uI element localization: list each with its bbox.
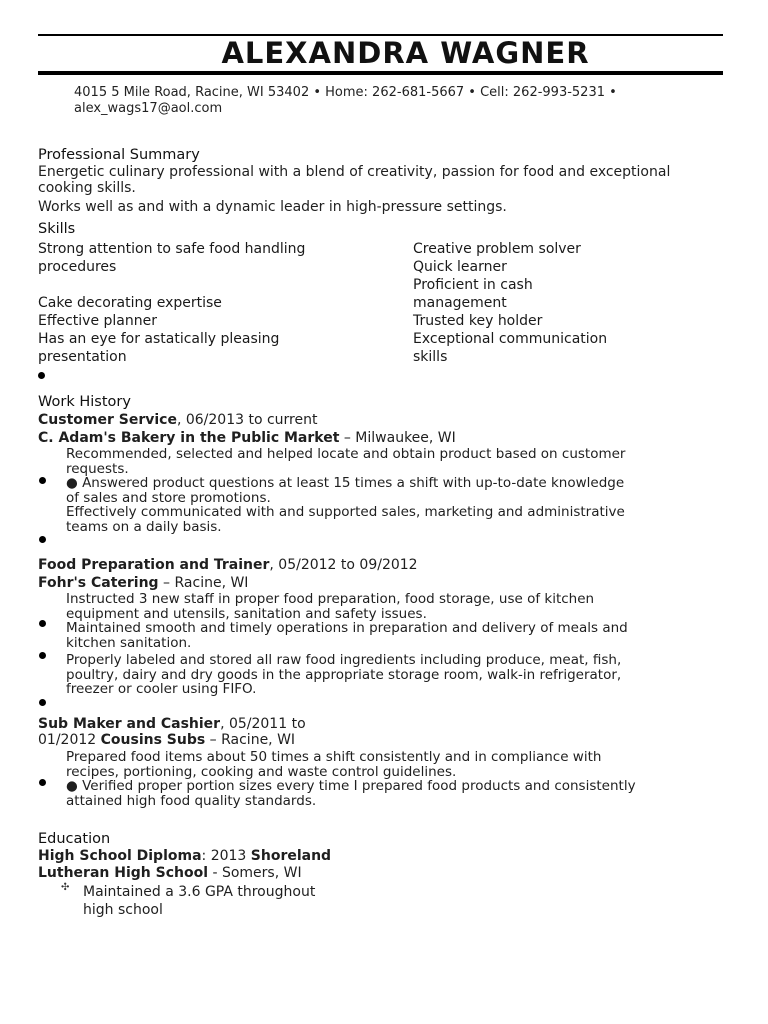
skill-item: Effective planner [38,313,157,329]
job-dates: , 05/2012 to 09/2012 [269,557,418,573]
skill-item: Strong attention to safe food handling procedures [38,241,306,275]
skills-left-column [38,240,378,366]
work-history-heading: Work History [38,394,131,410]
skill-item: Proficient in cash management [413,277,533,311]
education-school-line [38,865,738,882]
bullet-dot-icon [39,620,46,627]
skill-item: Quick learner [413,259,507,275]
bullet-dot-icon [39,477,46,484]
skills-heading: Skills [38,221,76,237]
company-location: – Milwaukee, WI [339,430,456,446]
bullet-cross-icon: ✣ [61,882,70,893]
company-name: C. Adam's Bakery in the Public Market [38,430,340,446]
job-1-title-line [38,411,738,429]
bullet-dot-icon [39,779,46,786]
skill-item: Creative problem solver [413,241,581,257]
job-1-bullet-1: Recommended, selected and helped locate and obtain product based on customer requests. [66,446,626,477]
skill-item: Exceptional communication skills [413,331,608,365]
job-3-bullet-2: ● Verified proper portion sizes every time I prepared food products and consistently attained high food quality standards. [66,778,636,809]
summary-line-3: Works well as and with a dynamic leader in high-pressure settings. [38,199,507,215]
school-location: - Somers, WI [208,865,302,881]
skill-item: Trusted key holder [413,313,543,329]
skill-item: Cake decorating expertise [38,295,222,311]
company-name: Cousins Subs [100,732,206,748]
summary-body [38,164,738,216]
education-bullet: Maintained a 3.6 GPA throughout high school [83,884,316,918]
job-2-bullet-1: Instructed 3 new staff in proper food preparation, food storage, use of kitchen equipment and utensils, sanitation and safety issues. [66,591,595,622]
skill-item: Has an eye for astatically pleasing presentation [38,331,280,365]
job-title: Food Preparation and Trainer [38,557,270,573]
job-2-bullet-3: Properly labeled and stored all raw food ingredients including produce, meat, fish, poultry, dairy and dry goods in the appropriate storage room, walk-in refrigerator, freezer or cooler using FIFO. [66,652,622,697]
education-degree-line [38,848,738,865]
degree: High School Diploma [38,848,202,864]
bullet-dot-icon [39,699,46,706]
job-dates: , 06/2013 to current [176,412,318,428]
degree-year: : 2013 [201,848,251,864]
header-bottom-rule [38,71,723,75]
bullet-dot-icon [38,372,45,379]
skills-right-column [413,240,713,366]
company-location: – Racine, WI [205,732,296,748]
school-name-part-1: Shoreland [250,848,332,864]
education-heading: Education [38,831,111,847]
candidate-name: ALEXANDRA WAGNER [221,36,590,70]
job-1-bullet-3: Effectively communicated with and supported sales, marketing and administrative teams on a daily basis. [66,504,625,535]
job-3-title-line [38,716,738,732]
job-3-company-line [38,732,738,748]
summary-line-1: Energetic culinary professional with a blend of creativity, passion for food and exceptional [38,164,671,180]
company-location: – Racine, WI [158,575,249,591]
job-title: Sub Maker and Cashier [38,716,221,732]
bullet-dot-icon [39,536,46,543]
contact-info [74,85,694,117]
summary-line-2: cooking skills. [38,180,136,196]
job-title: Customer Service [38,412,177,428]
job-dates: , 05/2011 to [220,716,306,732]
bullet-dot-icon [39,652,46,659]
job-2-bullet-2: Maintained smooth and timely operations in preparation and delivery of meals and kitchen sanitation. [66,620,628,651]
contact-email: alex_wags17@aol.com [74,101,223,116]
job-dates-end: 01/2012 [38,732,101,748]
job-2-company-line [38,574,738,592]
job-1-bullet-2: ● Answered product questions at least 15 times a shift with up-to-date knowledge of sales and store promotions. [66,475,625,506]
job-2-title-line [38,556,738,574]
school-name-part-2: Lutheran High School [38,865,208,881]
contact-line-1: 4015 5 Mile Road, Racine, WI 53402 • Home: 262-681-5667 • Cell: 262-993-5231 • [74,85,617,100]
job-1-company-line [38,429,738,447]
company-name: Fohr's Catering [38,575,159,591]
summary-heading: Professional Summary [38,147,200,163]
job-3-bullet-1: Prepared food items about 50 times a shift consistently and in compliance with recipes, portioning, cooking and waste control guidelines. [66,749,602,780]
